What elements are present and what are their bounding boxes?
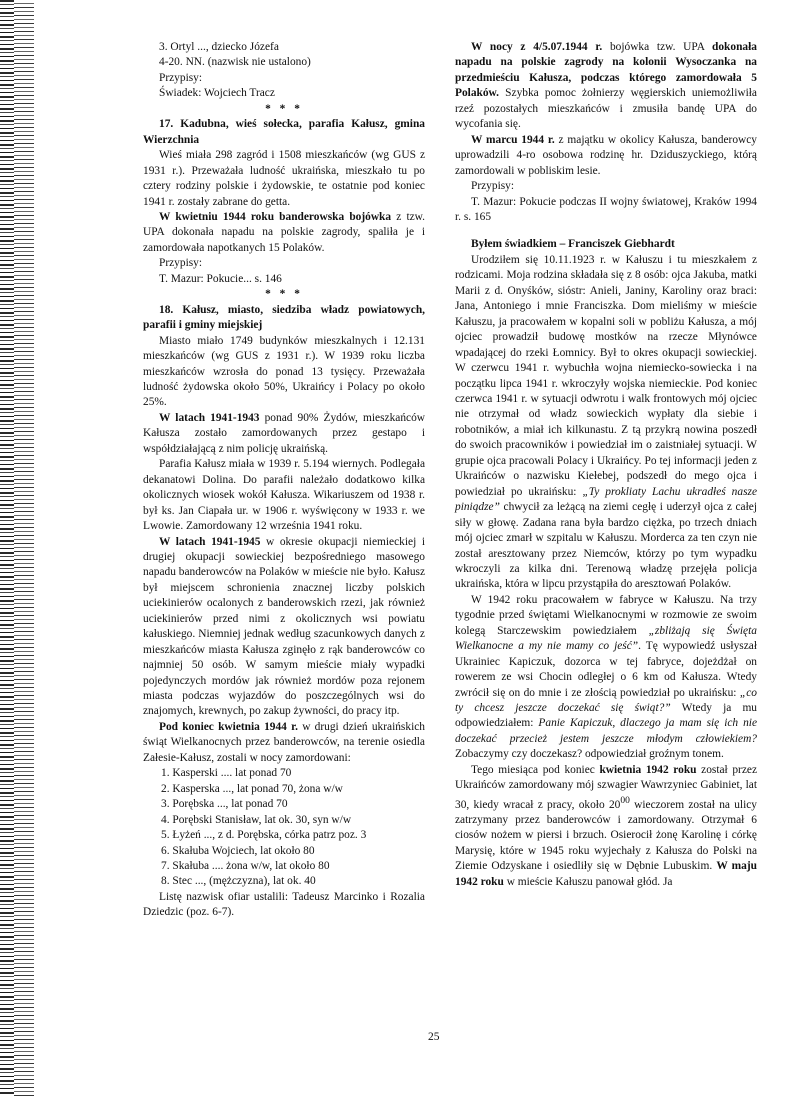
section-18-title: 18. Kałusz, miasto, siedziba władz powiatowych, parafii i gminy miejskiej: [143, 303, 425, 332]
witness-heading: Byłem świadkiem – Franciszek Giebhardt: [471, 238, 675, 251]
victim-list-item: 2. Kasperska ..., lat ponad 70, żona w/w: [161, 782, 343, 795]
section-18-paragraph-3: Parafia Kałusz miała w 1939 r. 5.194 wiernych. Podlegała dekanatowi Dolina. Do parafii należało dodatkowo kilka okolicznych wiosek wokół Kałusza. Wikariuszem od 1938 r. był ks. Jan Ciapała ur. w 1906 r. wyświęcony w 1933 r. we Lwowie. Zamordowany 12 września 1941 roku.: [143, 458, 425, 533]
section-separator: * * *: [265, 102, 303, 115]
victim-list-item: 4. Porębski Stanisław, lat ok. 30, syn w/w: [161, 813, 352, 826]
victim-list-item: 4-20. NN. (nazwisk nie ustalono): [159, 56, 311, 69]
section-18-paragraph-6: Listę nazwisk ofiar ustalili: Tadeusz Marcinko i Rozalia Dziedzic (poz. 6-7).: [143, 890, 425, 919]
sources-label: Przypisy:: [159, 257, 203, 270]
left-column: [143, 40, 425, 921]
section-18-paragraph-2: W latach 1941-1943 ponad 90% Żydów, mieszkańców Kałusza zostało zamordowanych przez gestapo i współdziałającą z nim policję ukraińską.: [143, 411, 425, 455]
right-paragraph-1: W nocy z 4/5.07.1944 r. bojówka tzw. UPA dokonała napadu na polskie zagrody na kolonii Wysoczanka na przedmieściu Kałusza, podczas którego zamordowała 5 Polaków. Szybka pomoc żołnierzy węgierskich uniemożliwiła rzeź pozostałych mieszkańców i zmusiła bandę UPA do wycofania się.: [455, 41, 757, 131]
right-paragraph-2: W marcu 1944 r. z majątku w okolicy Kałusza, banderowcy uprowadzili 4-ro osobowa rodzinę hr. Dziduszyckiego, którą zamordowali w pobliskim lesie.: [455, 133, 757, 177]
section-17-title: 17. Kadubna, wieś sołecka, parafia Kałusz, gmina Wierzchnia: [143, 118, 425, 146]
page-number: 25: [428, 1031, 440, 1043]
victim-list-item: 3. Ortyl ..., dziecko Józefa: [159, 41, 279, 53]
section-18-paragraph-4: W latach 1941-1945 w okresie okupacji niemieckiej i drugiej okupacji sowieckiej bezpośredniego masowego napadu banderowców na Polaków w mieście nie było. Kałusz był miejscem schronienia znacznej liczby polskich uciekinierów ocalonych z banderowskich rzezi, jak również uciekinierów przed nimi z okolicznych wsi powiatu kałuskiego. Niemniej jednak według szacunkowych danych z mieszkańców miasta Kałusza zginęło z rąk banderowców co najmniej 50 osób. W samym mieście miały wypadki pojedynczych mordów jak również mordów poza rejonem miasta podczas wyjazdów do poszczególnych wsi do znajomych, krewnych, po zakup żywności, do pracy itp.: [143, 535, 425, 718]
section-17-paragraph-1: Wieś miała 298 zagród i 1508 mieszkańców (wg GUS z 1931 r.). Przeważała ludność ukraińska, mieszkało tu po cztery rodziny polskie i żydowskie, te ostatnie pod koniec 1941 r. zostały zabrane do getta.: [143, 149, 425, 208]
scan-binding-edge: [0, 0, 34, 1096]
victim-list-item: 8. Stec ..., (mężczyzna), lat ok. 40: [161, 875, 316, 888]
witness-paragraph-3: Tego miesiąca pod koniec kwietnia 1942 roku został przez Ukraińców zamordowany mój szwagier Wawrzyniec Gabiniet, lat 30, kiedy wracał z pracy, około $20^{00}$ wieczorem został na ulicy zatrzymany przez banderowców i zamordowany. Otrzymał 6 ciosów nożem w piersi i brzuch. Osierocił żonę Karolinę i córkę Marysię, które w 1945 roku wyjechały z Kałusza do Polski na Ziemie Odzyskane i osiedliły się w Dębnie Lubuskim. W maju 1942 roku w mieście Kałuszu panował głód. Ja: [455, 763, 757, 888]
victim-list-item: 6. Skałuba Wojciech, lat około 80: [161, 844, 315, 857]
sources-label: Przypisy:: [159, 71, 203, 84]
source-citation: T. Mazur: Pokucie podczas II wojny światowej, Kraków 1994 r. s. 165: [455, 195, 757, 223]
section-18-paragraph-5: Pod koniec kwietnia 1944 r. w drugi dzień ukraińskich świąt Wielkanocnych przez banderowców, na terenie osiedla Załesie-Kałusz, zostali w nocy zamordowani:: [143, 720, 425, 764]
section-17-paragraph-2: W kwietniu 1944 roku banderowska bojówka z tzw. UPA dokonała napadu na polskie zagrody, spaliła je i zamordowała napotkanych 15 Polaków.: [143, 210, 425, 254]
source-citation: T. Mazur: Pokucie... s. 146: [159, 272, 282, 285]
section-18-paragraph-1: Miasto miało 1749 budynków mieszkalnych i 12.131 mieszkańców (wg GUS z 1931 r.). W 1939 roku liczba mieszkańców wzrosła do ponad 13 tysięcy. Przeważała ludność żydowska około 50%, Ukraińcy i Polacy po około 25%.: [143, 334, 425, 409]
sources-label: Przypisy:: [471, 180, 515, 193]
witness-paragraph-1: Urodziłem się 10.11.1923 r. w Kałuszu i tu mieszkałem z rodzicami. Moja rodzina składała się z 8 osób: ojca Jakuba, matki Marii z d. Onyśków, sióstr: Anieli, Janiny, Karoliny oraz braci: Jana, Antoniego i mnie Franciszka. Dom mieliśmy w mieście Kałuszu, ja pracowałem w kopalni soli w pobliżu Kałusza, a mój ojciec prowadził budowę mostków na rzecze Młynówce wpadającej do rzeki Łomnicy. Był to okres okupacji sowieckiej. W czerwcu 1941 r. wybuchła wojna niemiecko-sowiecka i na początku lipca 1941 r. wkroczyły wojska niemieckie. Pod koniec czerwca 1941 r. w sytuacji odwrotu i walk frontowych mój ojciec nie otrzymał od władz sowieckich wypłaty dla siebie i robotników, a miał ich kilkunastu. Z tą przykrą nowina poszedł do swoich pracowników i powiedział im o zaistniałej sytuacji. W grupie ojca pracowali Polacy i Ukraińcy. Po tej informacji jeden z Ukraińców o nazwisku Kiełebej, podszedł do mego ojca i powiedział po ukraińsku: „Ty prokliaty Lachu ukradłeś nasze piniądze” chwycił za leżącą na ziemi cegłę i uderzył ojca z całej siły w głowę. Zadana rana była bardzo ciężka, po trzech dniach mój ojciec zmarł w szpitalu w Kałuszu. Morderca za ten czyn nie został aresztowany przez Niemców, którzy po tym wypadku wkroczyli za kilka dni. Terenową władzę przejęła policja ukraińska, która w lipcu przystąpiła do aresztowań Polaków.: [455, 253, 757, 591]
victim-list-item: 5. Łyżeń ..., z d. Porębska, córka patrz poz. 3: [161, 829, 367, 842]
victim-list-item: 1. Kasperski .... lat ponad 70: [161, 767, 292, 780]
right-column: [455, 40, 757, 890]
witness-paragraph-2: W 1942 roku pracowałem w fabryce w Kałuszu. Na trzy tygodnie przed świętami Wielkanocnymi w rozmowie ze swoim kolegą Starczewskim powiedziałem „zbliżają się Święta Wielkanocne a my nie mamy co jeść”. Tę wypowiedź usłyszał Ukrainiec Kapiczuk, dozorca w tej fabryce, dojeżdżał on rowerem ze wsi Chocin odległej o 6 km od Kałusza. Wtedy zwrócił się on do mnie i ze złością powiedział po ukraińsku: „co ty chcesz jeszcze doczekać się świąt?” Wtedy ja mu odpowiedziałem: Panie Kapiczuk, dlaczego ja mam się ich nie doczekać przecież jestem jeszcze młodym człowiekiem? Zobaczymy czy doczekasz? odpowiedział groźnym tonem.: [455, 593, 758, 761]
witness-line: Świadek: Wojciech Tracz: [159, 87, 275, 100]
victim-list-item: 7. Skałuba .... żona w/w, lat około 80: [161, 860, 330, 873]
victim-list-item: 3. Porębska ..., lat ponad 70: [161, 798, 288, 811]
section-separator: * * *: [265, 288, 303, 301]
